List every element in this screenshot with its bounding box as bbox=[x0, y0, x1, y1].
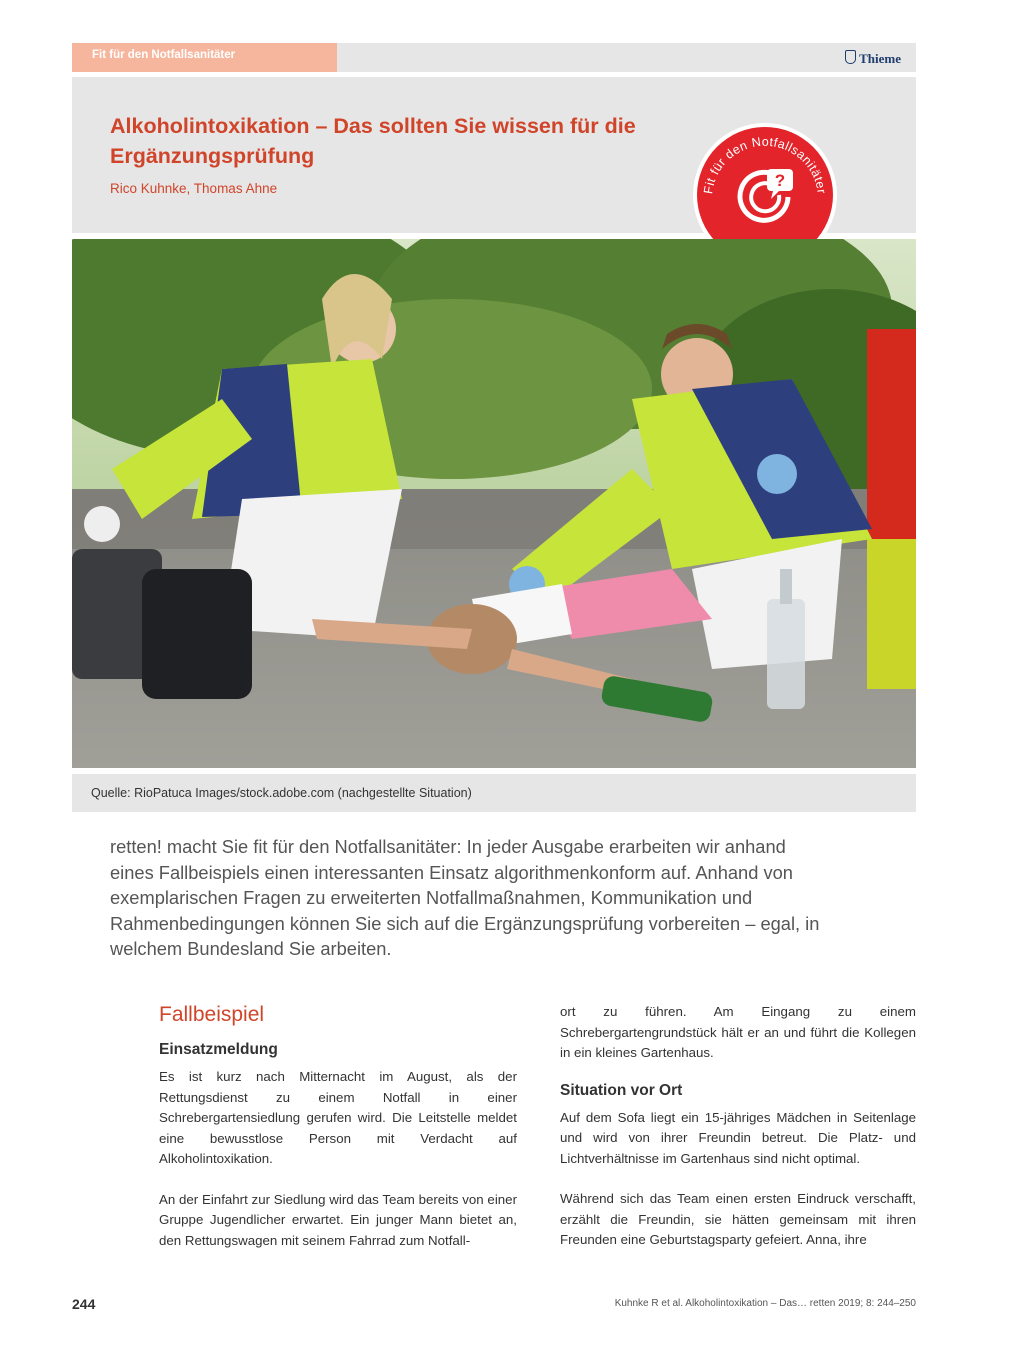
body-column-right bbox=[560, 1002, 916, 1251]
photo-caption: Quelle: RioPatuca Images/stock.adobe.com (nachgestellte Situation) bbox=[91, 786, 472, 800]
subheading-situation: Situation vor Ort bbox=[560, 1081, 683, 1099]
series-tab bbox=[72, 43, 337, 72]
thieme-crest-icon bbox=[845, 50, 856, 64]
publisher-name: Thieme bbox=[859, 51, 901, 66]
paragraph: Auf dem Sofa liegt ein 15-jähriges Mädchen in Seitenlage und wird von ihrer Freundin betreut. Die Platz- und Lichtverhältnisse im Gartenhaus sind nicht optimal. bbox=[560, 1109, 916, 1166]
article-authors: Rico Kuhnke, Thomas Ahne bbox=[110, 181, 278, 196]
body-column-left bbox=[159, 1003, 517, 1251]
svg-text:?: ? bbox=[774, 171, 786, 190]
publisher-logo bbox=[845, 50, 901, 67]
paragraph: Während sich das Team einen ersten Eindruck verschafft, erzählt die Freundin, sie hätten gemeinsam mit ihren Freunden eine Geburtstagsparty gefeiert. Anna, ihre bbox=[560, 1191, 916, 1247]
article-photo bbox=[72, 239, 916, 768]
article-title: Alkoholintoxikation – Das sollten Sie wissen für die Ergänzungsprüfung bbox=[110, 114, 636, 168]
intro-text: retten! macht Sie fit für den Notfallsanitäter: In jeder Ausgabe erarbeiten wir anhand eines Fallbeispiels einen interessanten Einsatz algorithmenkonform auf. Anhand von exemplarischen Fragen zu erweiterten Notfallmaßnahmen, Kommunikation und Rahmenbedingungen können Sie sich auf die Ergänzungsprüfung vorbereiten – egal, in welchem Bundesland Sie arbeiten. bbox=[110, 836, 820, 959]
page-number: 244 bbox=[72, 1296, 96, 1312]
paragraph: ort zu führen. Am Eingang zu einem Schrebergartengrundstück hält er an und führt die Kollegen in ein kleines Gartenhaus. bbox=[560, 1004, 916, 1060]
badge-ring-text: Fit für den Notfallsanitäter bbox=[701, 134, 829, 195]
paragraph: An der Einfahrt zur Siedlung wird das Team bereits von einer Gruppe Jugendlicher erwartet. Ein junger Mann bietet an, den Rettungswagen mit seinem Fahrrad zum Notfall- bbox=[159, 1191, 517, 1248]
footer-citation: Kuhnke R et al. Alkoholintoxikation – Das… retten 2019; 8: 244–250 bbox=[614, 1298, 916, 1309]
series-tab-label: Fit für den Notfallsanitäter bbox=[92, 49, 236, 61]
paragraph: Es ist kurz nach Mitternacht im August, als der Rettungsdienst zu einem Notfall in einer Schrebergartensiedlung gerufen wird. Die Leitstelle meldet eine bewusstlose Person mit Verdacht auf Alkoholintoxikation. bbox=[159, 1069, 517, 1166]
section-heading: Fallbeispiel bbox=[159, 1003, 265, 1026]
subheading-einsatzmeldung: Einsatzmeldung bbox=[159, 1041, 278, 1058]
